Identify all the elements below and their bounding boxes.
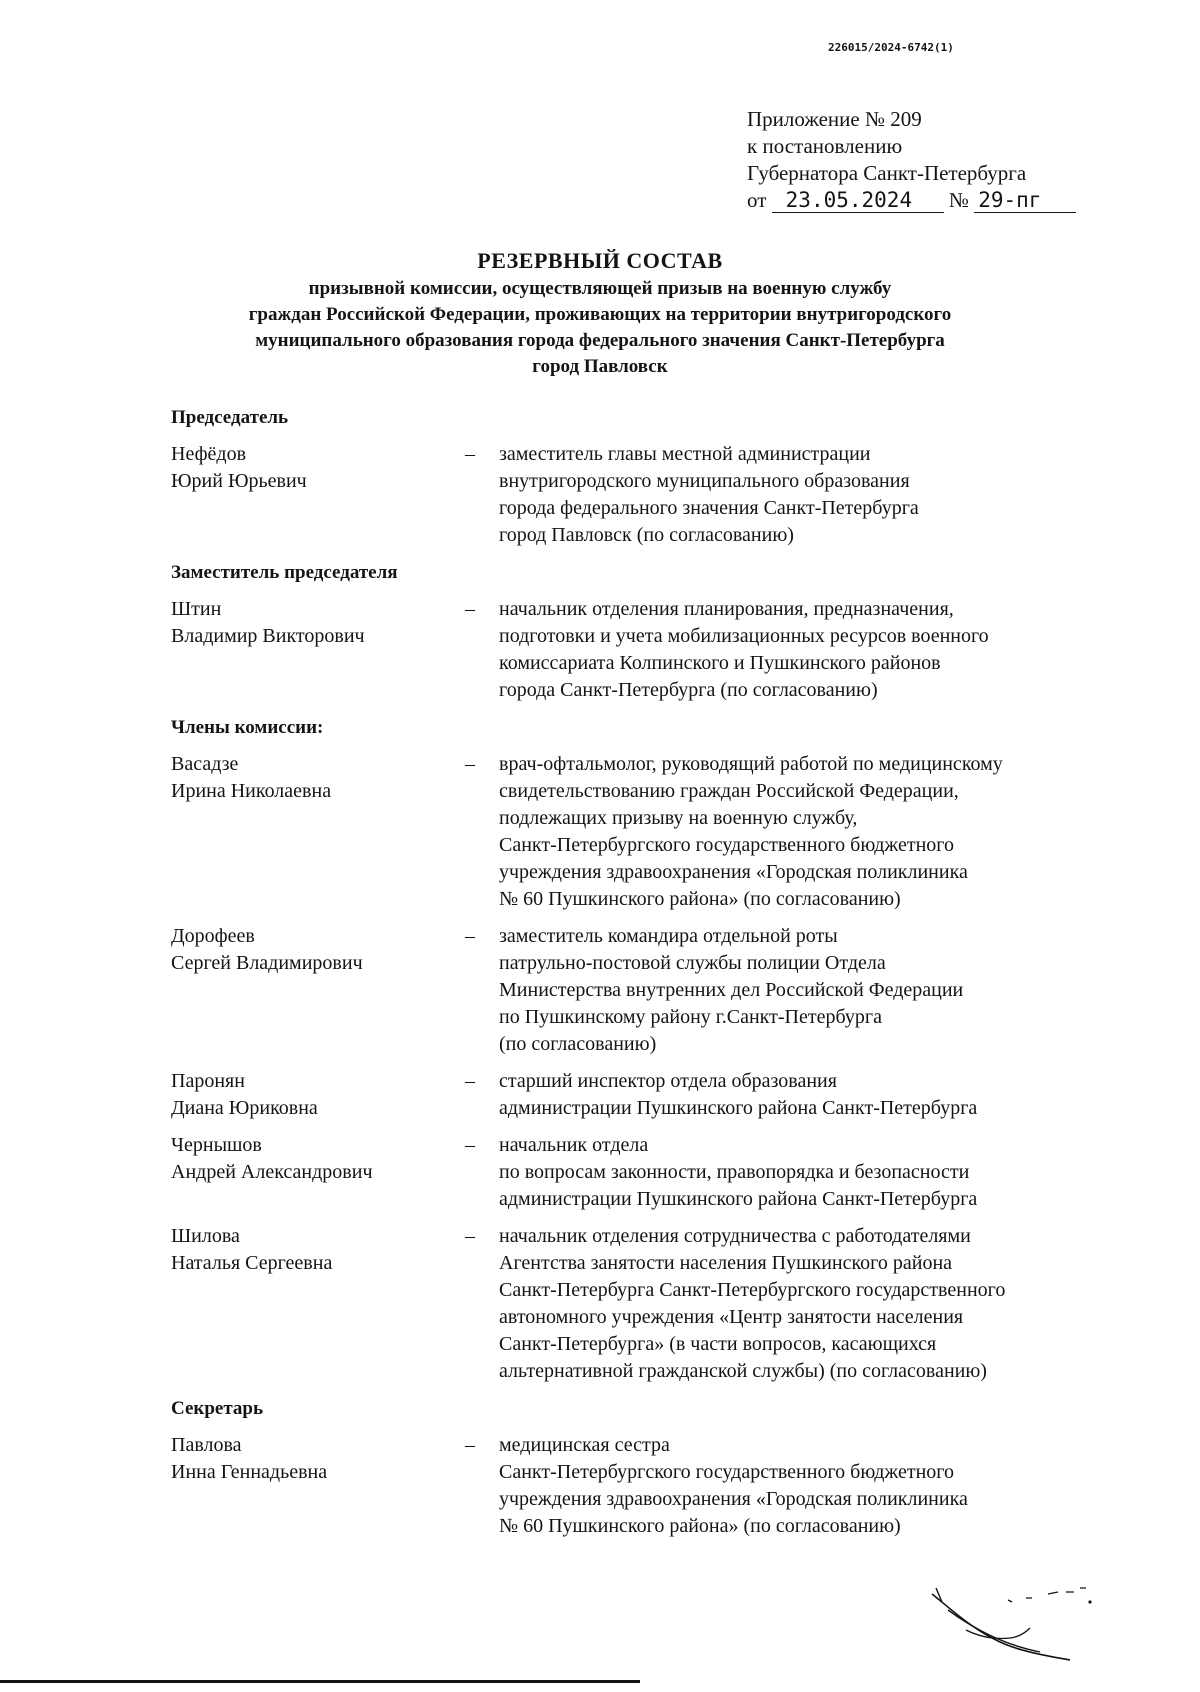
position-line: администрации Пушкинского района Санкт-Петербурга: [499, 1097, 978, 1119]
position-line: подлежащих призыву на военную службу,: [499, 807, 858, 829]
dash-separator: –: [465, 1134, 475, 1156]
position-line: Санкт-Петербургского государственного бюджетного: [499, 1461, 955, 1483]
position-line: медицинская сестра: [499, 1434, 670, 1456]
member-name: [171, 596, 465, 704]
member-surname: Павлова: [171, 1434, 242, 1456]
position-line: по Пушкинскому району г.Санкт-Петербурга: [499, 1006, 882, 1028]
date-prefix: от: [747, 188, 767, 212]
member-position: [499, 596, 1131, 704]
position-line: учреждения здравоохранения «Городская поликлиника: [499, 861, 968, 883]
section-members-label: Члены комиссии:: [171, 717, 324, 738]
position-line: Агентства занятости населения Пушкинского района: [499, 1252, 953, 1274]
position-line: по вопросам законности, правопорядка и безопасности: [499, 1161, 970, 1183]
member-position: [499, 1432, 1131, 1540]
member-row: [171, 923, 1131, 1058]
position-line: администрации Пушкинского района Санкт-Петербурга: [499, 1188, 978, 1210]
dash-separator: –: [465, 1225, 475, 1247]
position-line: город Павловск (по согласованию): [499, 524, 794, 546]
registration-number: 226015/2024-6742(1): [828, 41, 954, 54]
position-line: внутригородского муниципального образования: [499, 470, 910, 492]
member-surname: Васадзе: [171, 753, 239, 775]
dash-separator: –: [465, 598, 475, 620]
position-line: заместитель командира отдельной роты: [499, 925, 838, 947]
dash-separator: –: [465, 753, 475, 775]
appendix-line-2: к постановлению: [747, 134, 903, 158]
member-position: [499, 923, 1131, 1058]
position-line: Санкт-Петербурга» (в части вопросов, касающихся: [499, 1333, 937, 1355]
member-row-chairman: [171, 441, 1131, 549]
subtitle-line: муниципального образования города федерального значения Санкт-Петербурга: [255, 330, 945, 351]
member-given-names: Наталья Сергеевна: [171, 1252, 333, 1274]
member-surname: Шилова: [171, 1225, 240, 1247]
member-row: [171, 1223, 1131, 1385]
member-name: [171, 1132, 465, 1213]
member-surname: Паронян: [171, 1070, 245, 1092]
section-chairman-label: Председатель: [171, 407, 289, 428]
member-surname: Штин: [171, 598, 222, 620]
position-line: города федерального значения Санкт-Петербурга: [499, 497, 919, 519]
position-line: начальник отделения сотрудничества с работодателями: [499, 1225, 971, 1247]
member-position: [499, 1223, 1131, 1385]
position-line: патрульно-постовой службы полиции Отдела: [499, 952, 886, 974]
member-name: [171, 441, 465, 549]
member-position: [499, 751, 1131, 913]
position-line: начальник отделения планирования, предназначения,: [499, 598, 954, 620]
member-given-names: Ирина Николаевна: [171, 780, 332, 802]
subtitle-line: призывной комиссии, осуществляющей призыв на военную службу: [308, 278, 892, 299]
position-line: (по согласованию): [499, 1033, 657, 1055]
member-given-names: Юрий Юрьевич: [171, 470, 307, 492]
member-name: [171, 923, 465, 1058]
position-line: заместитель главы местной администрации: [499, 443, 871, 465]
member-row: [171, 751, 1131, 913]
member-position: [499, 1068, 1131, 1122]
position-line: Санкт-Петербурга Санкт-Петербургского государственного: [499, 1279, 1006, 1301]
appendix-block: [747, 106, 1076, 214]
dash-separator: –: [465, 1434, 475, 1456]
dash-separator: –: [465, 443, 475, 465]
member-row: [171, 1132, 1131, 1213]
order-date: 23.05.2024: [772, 189, 944, 213]
position-line: комиссариата Колпинского и Пушкинского районов: [499, 652, 941, 674]
member-surname: Дорофеев: [171, 925, 255, 947]
position-line: № 60 Пушкинского района» (по согласованию): [499, 1515, 901, 1537]
member-position: [499, 441, 1131, 549]
member-name: [171, 1432, 465, 1540]
member-position: [499, 1132, 1131, 1213]
subtitle-line: город Павловск: [532, 356, 668, 377]
position-line: Санкт-Петербургского государственного бюджетного: [499, 834, 955, 856]
member-surname: Чернышов: [171, 1134, 262, 1156]
appendix-line-1: Приложение № 209: [747, 107, 922, 131]
position-line: начальник отдела: [499, 1134, 649, 1156]
member-given-names: Диана Юриковна: [171, 1097, 318, 1119]
member-name: [171, 751, 465, 913]
position-line: учреждения здравоохранения «Городская поликлиника: [499, 1488, 968, 1510]
member-given-names: Андрей Александрович: [171, 1161, 373, 1183]
document-title: РЕЗЕРВНЫЙ СОСТАВ: [477, 248, 723, 273]
member-surname: Нефёдов: [171, 443, 247, 465]
position-line: старший инспектор отдела образования: [499, 1070, 837, 1092]
member-row-deputy: [171, 596, 1131, 704]
member-given-names: Сергей Владимирович: [171, 952, 363, 974]
member-row: [171, 1068, 1131, 1122]
position-line: города Санкт-Петербурга (по согласованию): [499, 679, 878, 701]
dash-separator: –: [465, 1070, 475, 1092]
section-secretary-label: Секретарь: [171, 1398, 264, 1419]
bottom-rule: [0, 1680, 640, 1683]
order-date-number-line: [747, 187, 1076, 214]
signature-icon: [930, 1580, 1100, 1675]
position-line: Министерства внутренних дел Российской Федерации: [499, 979, 964, 1001]
section-deputy-label: Заместитель председателя: [171, 562, 398, 583]
appendix-line-3: Губернатора Санкт-Петербурга: [747, 161, 1027, 185]
order-number: 29-пг: [974, 189, 1076, 213]
member-given-names: Владимир Викторович: [171, 625, 365, 647]
number-prefix: №: [948, 188, 969, 212]
position-line: № 60 Пушкинского района» (по согласованию): [499, 888, 901, 910]
member-row-secretary: [171, 1432, 1131, 1540]
document-heading: [120, 246, 1080, 380]
member-name: [171, 1068, 465, 1122]
member-given-names: Инна Геннадьевна: [171, 1461, 328, 1483]
position-line: подготовки и учета мобилизационных ресурсов военного: [499, 625, 989, 647]
subtitle-line: граждан Российской Федерации, проживающих на территории внутригородского: [248, 304, 952, 325]
commission-composition: [171, 404, 1131, 1550]
position-line: врач-офтальмолог, руководящий работой по медицинскому: [499, 753, 1003, 775]
dash-separator: –: [465, 925, 475, 947]
position-line: альтернативной гражданской службы) (по согласованию): [499, 1360, 987, 1382]
position-line: автономного учреждения «Центр занятости населения: [499, 1306, 964, 1328]
position-line: свидетельствованию граждан Российской Федерации,: [499, 780, 959, 802]
member-name: [171, 1223, 465, 1385]
